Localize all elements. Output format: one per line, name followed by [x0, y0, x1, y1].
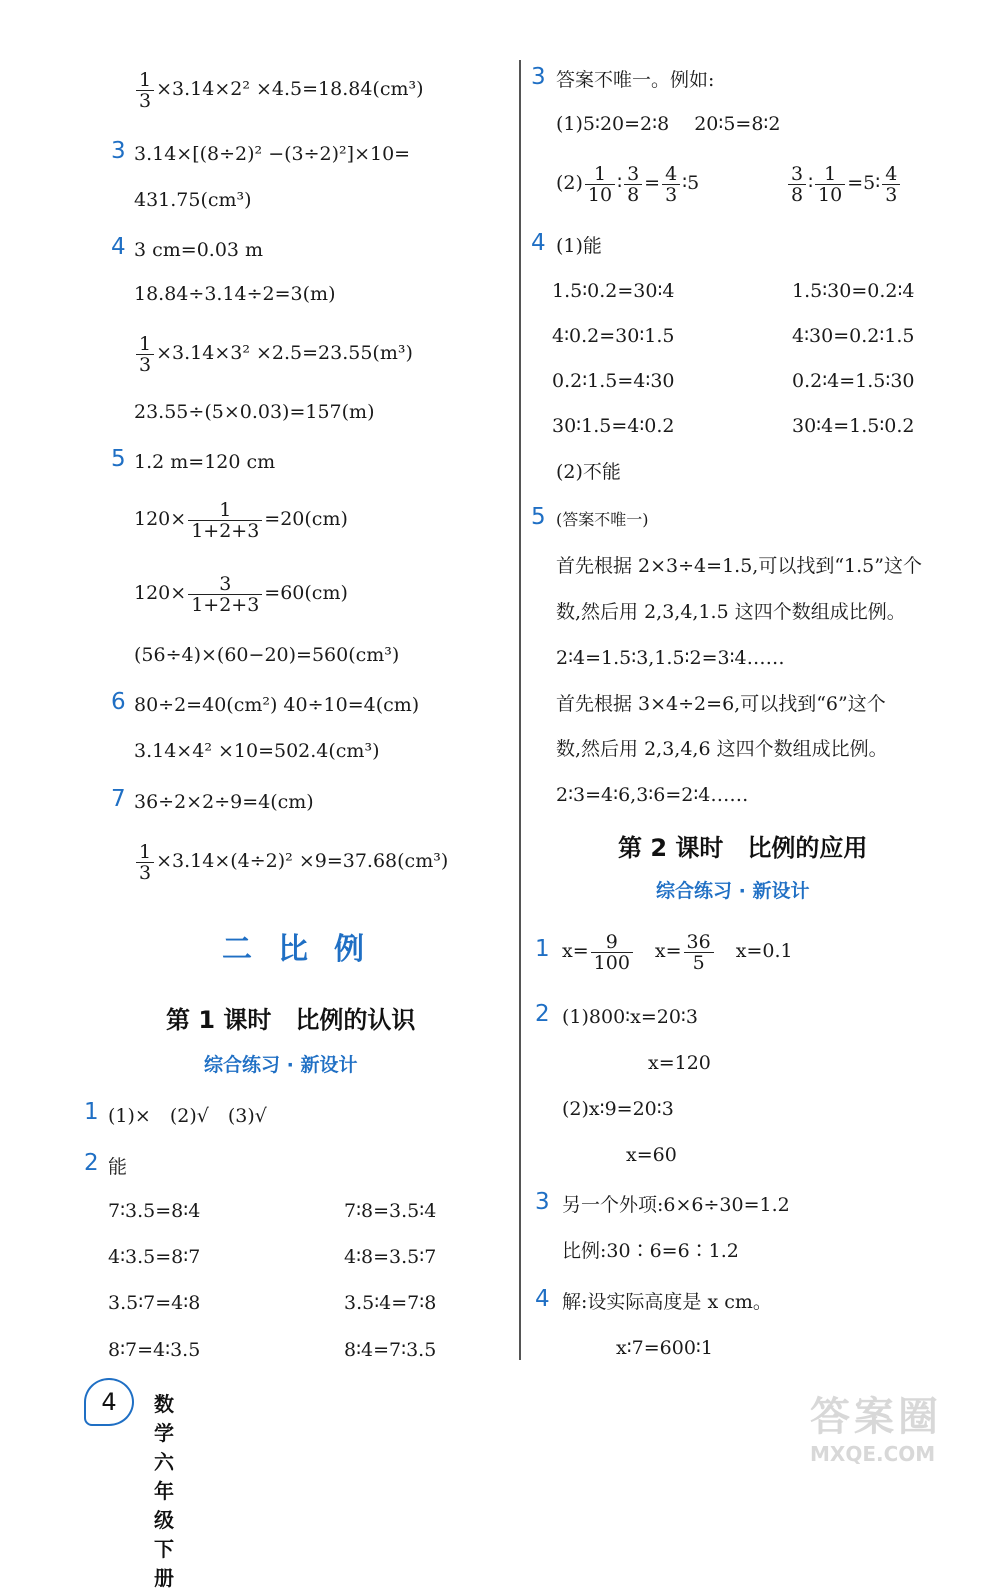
- answer-line: 431.75(cm³): [134, 189, 252, 211]
- answer-line: [134, 496, 348, 542]
- numerator: 3: [624, 164, 642, 185]
- question-number: 1: [535, 936, 550, 962]
- numerator: 36: [684, 932, 714, 953]
- expression: =60(cm): [264, 582, 348, 604]
- question-number: 5: [531, 504, 546, 530]
- chapter-title: 二比例: [222, 932, 390, 967]
- answer-line: x∶7=600∶1: [616, 1337, 713, 1359]
- expression: ∶5: [682, 172, 700, 194]
- question-number: 3: [111, 138, 126, 164]
- lesson-title: 第 2 课时 比例的应用: [618, 834, 868, 862]
- numerator: 4: [662, 164, 680, 185]
- answer-line: 1.2 m=120 cm: [134, 451, 276, 473]
- ratio-cell: 0.2∶1.5=4∶30: [552, 370, 675, 392]
- expression: x=0.1: [735, 940, 793, 962]
- denominator: 8: [791, 183, 804, 206]
- ratio-cell: 1.5∶30=0.2∶4: [792, 280, 915, 302]
- expression: ×3.14×3² ×2.5=23.55(m³): [156, 342, 413, 364]
- answer-line: 数,然后用 2,3,4,6 这四个数组成比例。: [556, 738, 888, 760]
- ratio-cell: 7∶3.5=8∶4: [108, 1200, 201, 1222]
- answer-line: [134, 330, 413, 376]
- fraction: [188, 574, 262, 615]
- fraction: [188, 500, 262, 541]
- answer-line: [134, 66, 424, 112]
- expression: x=: [654, 940, 682, 962]
- answer-line: (1)800∶x=20∶3: [562, 1006, 698, 1028]
- book-title: 数学 六年级 下册: [154, 1392, 174, 1590]
- ratio-cell: 0.2∶4=1.5∶30: [792, 370, 915, 392]
- fraction: [591, 932, 633, 973]
- answer-line: [134, 838, 448, 884]
- question-number: 6: [111, 689, 126, 715]
- denominator: 3: [139, 861, 152, 884]
- fraction: [585, 164, 615, 205]
- watermark-url: MXQE.COM: [810, 1442, 936, 1466]
- section-title: 综合练习 · 新设计: [656, 880, 810, 902]
- watermark: [810, 1385, 980, 1466]
- ratio-cell: 7∶8=3.5∶4: [344, 1200, 437, 1222]
- numerator: 1: [585, 164, 615, 185]
- denominator: 1+2+3: [191, 593, 260, 616]
- question-number: 4: [535, 1286, 550, 1312]
- ratio-cell: 8∶7=4∶3.5: [108, 1339, 201, 1361]
- expression: =: [644, 172, 661, 194]
- expression: (2): [556, 172, 583, 194]
- answer-line: 答案不唯一。例如:: [556, 69, 715, 91]
- fraction: [624, 164, 642, 205]
- fraction: [662, 164, 680, 205]
- ratio-cell: 1.5∶0.2=30∶4: [552, 280, 675, 302]
- expression: =20(cm): [264, 508, 348, 530]
- expression: x=: [562, 940, 589, 962]
- denominator: 100: [593, 951, 630, 974]
- answer-line: 23.55÷(5×0.03)=157(m): [134, 401, 375, 423]
- answer-line: 3.14×[(8÷2)² −(3÷2)²]×10=: [134, 143, 411, 165]
- answer-line: 3 cm=0.03 m: [134, 239, 264, 261]
- denominator: 1+2+3: [191, 519, 260, 542]
- question-number: 4: [531, 230, 546, 256]
- ratio-cell: 4∶3.5=8∶7: [108, 1246, 201, 1268]
- denominator: 3: [139, 89, 152, 112]
- numerator: 1: [136, 842, 154, 863]
- fraction: [788, 164, 806, 205]
- answer-line: (2)不能: [556, 461, 621, 483]
- expression: ∶: [808, 172, 814, 194]
- page-number: 4: [84, 1378, 134, 1426]
- answer-line: 80÷2=40(cm²) 40÷10=4(cm): [134, 694, 420, 716]
- answer-line: 解:设实际高度是 x cm。: [562, 1291, 772, 1313]
- question-number: 7: [111, 786, 126, 812]
- denominator: 3: [139, 353, 152, 376]
- numerator: 3: [188, 574, 262, 595]
- ratio-cell: 4∶0.2=30∶1.5: [552, 325, 675, 347]
- denominator: 10: [587, 183, 613, 206]
- answer-line: (1)5∶20=2∶8 20∶5=8∶2: [556, 113, 781, 135]
- denominator: 10: [818, 183, 843, 206]
- answer-line: 36÷2×2÷9=4(cm): [134, 791, 314, 813]
- numerator: 1: [136, 334, 154, 355]
- question-number: 2: [535, 1001, 550, 1027]
- answer-line: [786, 160, 902, 206]
- answer-line: 2∶3=4∶6,3∶6=2∶4……: [556, 784, 749, 806]
- answer-line: x=120: [648, 1052, 711, 1074]
- fraction: [815, 164, 845, 205]
- denominator: 8: [627, 183, 640, 206]
- denominator: 3: [665, 183, 678, 206]
- answer-line: 3.14×4² ×10=502.4(cm³): [134, 740, 380, 762]
- question-number: 3: [531, 64, 546, 90]
- denominator: 5: [692, 951, 705, 974]
- expression: ×3.14×2² ×4.5=18.84(cm³): [156, 78, 424, 100]
- answer-line: (56÷4)×(60−20)=560(cm³): [134, 644, 400, 666]
- numerator: 3: [788, 164, 806, 185]
- answer-line: [134, 570, 348, 616]
- fraction: [684, 932, 714, 973]
- answer-line: 另一个外项:6×6÷30=1.2: [562, 1194, 790, 1216]
- ratio-cell: 30∶4=1.5∶0.2: [792, 415, 915, 437]
- answer-line: 首先根据 2×3÷4=1.5,可以找到“1.5”这个: [556, 555, 922, 577]
- lesson-title: 第 1 课时 比例的认识: [166, 1006, 416, 1034]
- question-number: 5: [111, 446, 126, 472]
- answer-line: (1)能: [556, 235, 602, 257]
- ratio-cell: 30∶1.5=4∶0.2: [552, 415, 675, 437]
- answer-line: [562, 928, 793, 974]
- numerator: 1: [136, 70, 154, 91]
- expression: 120×: [134, 508, 187, 530]
- question-number: 3: [535, 1189, 550, 1215]
- expression: ×3.14×(4÷2)² ×9=37.68(cm³): [156, 850, 449, 872]
- ratio-cell: 3.5∶4=7∶8: [344, 1292, 437, 1314]
- fraction: [136, 334, 154, 375]
- ratio-cell: 8∶4=7∶3.5: [344, 1339, 437, 1361]
- answer-line: (答案不唯一): [556, 510, 649, 529]
- fraction: [882, 164, 900, 205]
- expression: =5∶: [847, 172, 881, 194]
- question-number: 1: [84, 1099, 99, 1125]
- fraction: [136, 70, 154, 111]
- denominator: 3: [885, 183, 898, 206]
- answer-line: (2)x∶9=20∶3: [562, 1098, 674, 1120]
- answer-line: (1)× (2)√ (3)√: [108, 1105, 267, 1127]
- expression: ∶: [617, 172, 623, 194]
- answer-line: 能: [108, 1156, 128, 1178]
- section-title: 综合练习 · 新设计: [204, 1054, 358, 1076]
- watermark-logo: 答案圈: [810, 1394, 942, 1440]
- answer-line: 2∶4=1.5∶3,1.5∶2=3∶4……: [556, 647, 785, 669]
- column-divider: [519, 60, 521, 1360]
- answer-line: 首先根据 3×4÷2=6,可以找到“6”这个: [556, 693, 886, 715]
- numerator: 1: [815, 164, 845, 185]
- question-number: 2: [84, 1150, 99, 1176]
- ratio-cell: 3.5∶7=4∶8: [108, 1292, 201, 1314]
- expression: 120×: [134, 582, 187, 604]
- question-number: 4: [111, 234, 126, 260]
- answer-line: 数,然后用 2,3,4,1.5 这四个数组成比例。: [556, 601, 906, 623]
- numerator: 4: [882, 164, 900, 185]
- ratio-cell: 4∶8=3.5∶7: [344, 1246, 437, 1268]
- numerator: 1: [188, 500, 262, 521]
- ratio-cell: 4∶30=0.2∶1.5: [792, 325, 915, 347]
- fraction: [136, 842, 154, 883]
- answer-line: [556, 160, 699, 206]
- numerator: 9: [591, 932, 633, 953]
- answer-line: x=60: [626, 1144, 677, 1166]
- answer-line: 比例:30∶6=6∶1.2: [562, 1240, 739, 1262]
- answer-line: 18.84÷3.14÷2=3(m): [134, 283, 336, 305]
